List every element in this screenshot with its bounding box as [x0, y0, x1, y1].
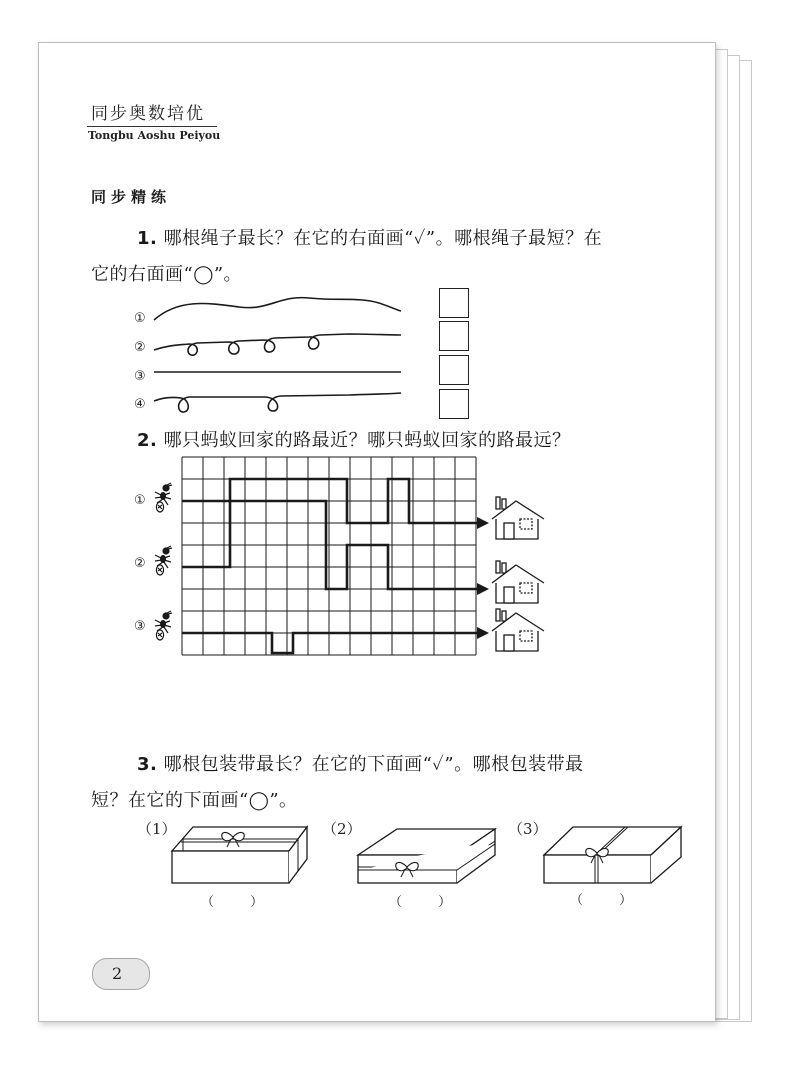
ant-icon [153, 546, 173, 580]
gift-box-icon [357, 827, 499, 889]
arrow-icon [477, 517, 489, 529]
arrow-icon [477, 627, 489, 639]
series-title-cn: 同步奥数培优 [91, 104, 205, 124]
ant-label-1: ① [134, 493, 146, 508]
series-title-en: Tongbu Aoshu Peiyou [88, 129, 221, 142]
house-icon [490, 497, 546, 541]
box-label-1: （1） [137, 820, 177, 838]
ant-label-3: ③ [134, 619, 146, 634]
answer-box-3[interactable] [439, 355, 469, 385]
question-3-line1: 哪根包装带最长？在它的下面画“✓”。哪根包装带最 [163, 754, 584, 775]
question-3-number: 3. [137, 754, 158, 775]
answer-paren-3[interactable]: （ ） [570, 893, 649, 908]
box-label-3: （3） [508, 820, 548, 838]
arrow-icon [477, 583, 489, 595]
question-1-line2: 它的右面画“◯”。 [91, 264, 243, 285]
rope-2 [154, 334, 401, 355]
question-2-text [91, 423, 737, 459]
question-2-number: 2. [137, 430, 158, 451]
page-number: 2 [112, 964, 123, 983]
rope-1 [154, 298, 401, 320]
maze-grid [182, 457, 492, 657]
answer-box-1[interactable] [439, 288, 469, 318]
box-label-2: （2） [322, 820, 362, 838]
workbook-page [38, 42, 716, 1022]
question-3-line2: 短？在它的下面画“◯”。 [91, 790, 298, 811]
ant-icon [153, 483, 173, 517]
rope-label-2: ② [134, 340, 146, 355]
question-3-text [91, 747, 691, 819]
question-1-number: 1. [137, 228, 158, 249]
gift-box-icon [171, 825, 311, 887]
rope-label-3: ③ [134, 369, 146, 384]
answer-paren-1[interactable]: （ ） [201, 895, 280, 910]
header-rule [87, 126, 217, 127]
question-1-line1: 哪根绳子最长？在它的右面画“✓”。哪根绳子最短？在 [163, 228, 603, 249]
answer-box-2[interactable] [439, 321, 469, 351]
question-1-text [91, 221, 691, 293]
rope-label-4: ④ [134, 397, 146, 412]
question-2-line: 哪只蚂蚁回家的路最近？哪只蚂蚁回家的路最远？ [163, 430, 571, 451]
gift-box-icon [543, 825, 685, 887]
answer-paren-2[interactable]: （ ） [389, 895, 468, 910]
ant-label-2: ② [134, 556, 146, 571]
rope-label-1: ① [134, 311, 146, 326]
ropes-figure [149, 293, 409, 413]
house-icon [490, 561, 546, 605]
house-icon [490, 609, 546, 653]
section-title: 同步精练 [91, 188, 172, 206]
ant-icon [153, 611, 173, 645]
answer-box-4[interactable] [439, 389, 469, 419]
rope-4 [154, 393, 401, 412]
